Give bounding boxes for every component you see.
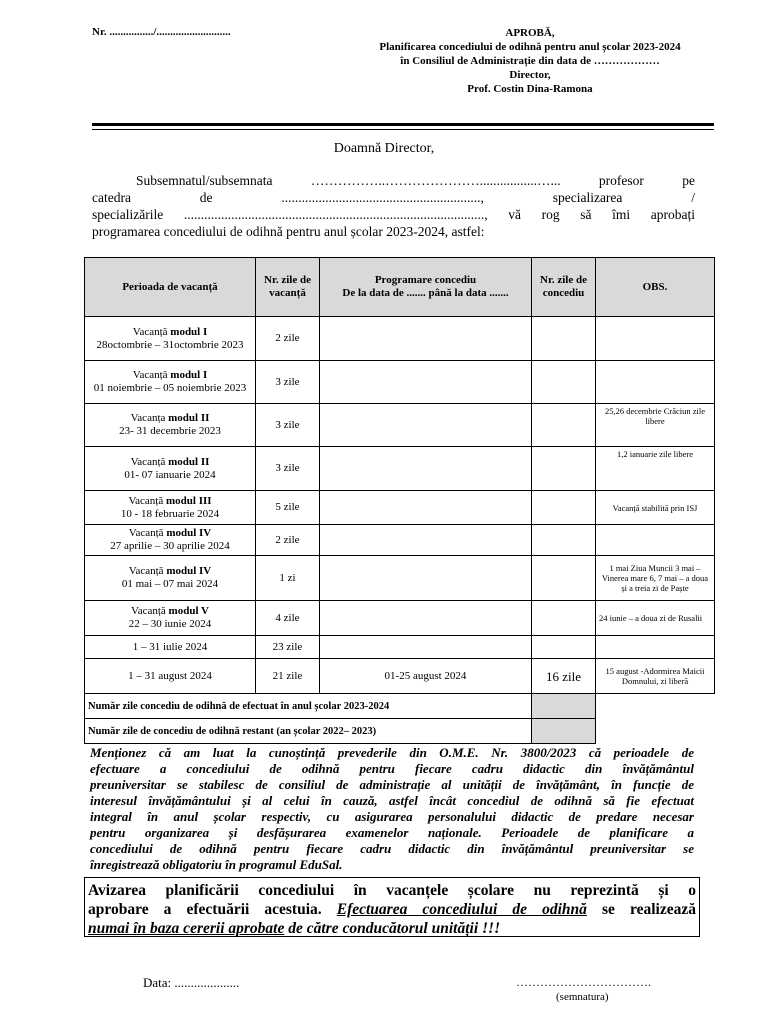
period-cell: Vacanță modul V 22 – 30 iunie 2024: [85, 601, 256, 636]
obs-cell: [596, 636, 715, 659]
header-days: Nr. zile de vacanță: [256, 258, 320, 317]
leave-days-cell[interactable]: [532, 404, 596, 447]
period-cell: Vacanță modul IV 27 aprilie – 30 aprilie 2024: [85, 525, 256, 556]
notice-line: interesul învățământului și al celui în cauză, astfel încât concediul de odihnă să fie efectuat: [90, 793, 694, 808]
table-row: [85, 491, 715, 525]
table-header-row: [85, 258, 715, 317]
table-row: [85, 659, 715, 694]
notice-line: integral în anul școlar respectiv, cu asigurarea personalului didactic de predare necesar: [90, 809, 694, 824]
summary-empty: [596, 694, 715, 744]
header-schedule-sub: De la data de ....... până la data .......: [342, 287, 509, 299]
intro-line: specializările ........................................................................................., vă rog să îmi aprobați: [92, 207, 695, 222]
obs-cell: [596, 361, 715, 404]
leave-days-cell[interactable]: [532, 601, 596, 636]
table-row: [85, 556, 715, 601]
period-cell: 1 – 31 iulie 2024: [85, 636, 256, 659]
header-leave-days: Nr. zile de concediu: [532, 258, 596, 317]
intro-line: Subsemnatul/subsemnata ……………..………………….................…... profesor pe: [136, 173, 695, 188]
notice-line: pentru organizarea și desfășurarea examenelor naționale. Perioadele de planificare a: [90, 825, 694, 840]
days-cell: 3 zile: [256, 361, 320, 404]
approval-line: Director,: [509, 69, 551, 81]
warning-line: aprobare a efectuării acestuia. Efectuarea concediului de odihnă se realizează: [88, 901, 696, 918]
schedule-cell[interactable]: 01-25 august 2024: [320, 659, 532, 694]
schedule-cell[interactable]: [320, 491, 532, 525]
summary-label: Număr zile de concediu de odihnă restant (an școlar 2022– 2023): [85, 719, 532, 744]
divider-thin: [92, 129, 714, 130]
schedule-cell[interactable]: [320, 447, 532, 491]
obs-cell: 15 august -Adormirea Maicii Domnului, zi liberă: [596, 659, 715, 694]
period-cell: 1 – 31 august 2024: [85, 659, 256, 694]
days-cell: 4 zile: [256, 601, 320, 636]
table-row: [85, 317, 715, 361]
days-cell: 5 zile: [256, 491, 320, 525]
schedule-cell[interactable]: [320, 361, 532, 404]
days-cell: 2 zile: [256, 317, 320, 361]
header-schedule-title: Programare concediu: [374, 274, 477, 286]
notice-line: efectuare a concediului de odihnă pentru fiecare cadru didactic din învățământul: [90, 761, 694, 776]
obs-cell: 24 iunie – a doua zi de Rusalii: [596, 601, 715, 636]
intro-line: programarea concediului de odihnă pentru anul școlar 2023-2024, astfel:: [92, 224, 485, 239]
period-cell: Vacanță modul II 01- 07 ianuarie 2024: [85, 447, 256, 491]
table-row: [85, 447, 715, 491]
date-field[interactable]: Data: ....................: [143, 975, 240, 990]
leave-days-cell[interactable]: [532, 361, 596, 404]
leave-days-cell[interactable]: [532, 556, 596, 601]
schedule-cell[interactable]: [320, 525, 532, 556]
leave-days-cell[interactable]: [532, 317, 596, 361]
schedule-cell[interactable]: [320, 556, 532, 601]
table-row: [85, 601, 715, 636]
signature-label: (semnatura): [556, 991, 609, 1003]
notice-line: Menționez că am luat la cunoștință prevederile din O.M.E. Nr. 3800/2023 că perioadele de: [90, 745, 694, 760]
obs-cell: 25,26 decembrie Crăciun zile libere: [596, 404, 715, 447]
days-cell: 23 zile: [256, 636, 320, 659]
leave-days-cell[interactable]: 16 zile: [532, 659, 596, 694]
notice-line: înregistrează obligatoriu în programul EduSal.: [90, 857, 343, 872]
warning-underlined: numai în baza cererii aprobate: [88, 920, 285, 937]
leave-days-cell[interactable]: [532, 525, 596, 556]
notice-line: concediului de odihnă pentru fiecare cadru didactic din învățământul preuniversitar se: [90, 841, 694, 856]
approval-line: APROBĂ,: [505, 27, 555, 39]
days-cell: 1 zi: [256, 556, 320, 601]
warning-box: [84, 877, 700, 937]
schedule-cell[interactable]: [320, 404, 532, 447]
salutation: Doamnă Director,: [333, 141, 435, 156]
schedule-cell[interactable]: [320, 601, 532, 636]
period-cell: Vacanță modul I 01 noiembrie – 05 noiembrie 2023: [85, 361, 256, 404]
notice-paragraph: [90, 745, 694, 873]
warning-line: Avizarea planificării concediului în vacanțele școlare nu reprezintă și o: [88, 882, 696, 899]
days-cell: 21 zile: [256, 659, 320, 694]
summary-value-cell[interactable]: [532, 694, 596, 719]
period-cell: Vacanță modul III 10 - 18 februarie 2024: [85, 491, 256, 525]
table-row: [85, 361, 715, 404]
days-cell: 2 zile: [256, 525, 320, 556]
approval-line: în Consiliul de Administrație din data de ………………: [400, 55, 660, 67]
leave-days-cell[interactable]: [532, 491, 596, 525]
days-cell: 3 zile: [256, 447, 320, 491]
signature-field[interactable]: …………………………….: [516, 975, 651, 989]
summary-label: Număr zile concediu de odihnă de efectuat în anul școlar 2023-2024: [85, 694, 532, 719]
vacation-table: [84, 257, 715, 744]
header-obs: OBS.: [596, 258, 715, 317]
header-period: Perioada de vacanță: [85, 258, 256, 317]
obs-cell: [596, 317, 715, 361]
leave-days-cell[interactable]: [532, 447, 596, 491]
obs-cell: 1 mai Ziua Muncii 3 mai – Vinerea mare 6, 7 mai – a doua și a treia zi de Paște: [596, 556, 715, 601]
summary-value-cell[interactable]: [532, 719, 596, 744]
period-cell: Vacanță modul IV 01 mai – 07 mai 2024: [85, 556, 256, 601]
days-cell: 3 zile: [256, 404, 320, 447]
divider-thick: [92, 123, 714, 126]
summary-row: [85, 694, 715, 719]
obs-cell: [596, 525, 715, 556]
obs-cell: 1,2 ianuarie zile libere: [596, 447, 715, 491]
obs-cell: Vacanță stabilită prin ISJ: [596, 491, 715, 525]
leave-days-cell[interactable]: [532, 636, 596, 659]
intro-line: catedra de ..........................................................., specializarea /: [92, 190, 695, 205]
warning-line: numai în baza cererii aprobate de către conducătorul unității !!!: [88, 920, 501, 937]
schedule-cell[interactable]: [320, 317, 532, 361]
notice-line: preuniversitar se stabilesc de consiliul de administrație al unității de învățământ, în funcție de: [90, 777, 694, 792]
table-row: [85, 525, 715, 556]
warning-underlined: Efectuarea concediului de odihnă: [336, 901, 587, 918]
period-cell: Vacanța modul II 23- 31 decembrie 2023: [85, 404, 256, 447]
header-schedule: [320, 258, 532, 317]
document-number: Nr. ................/...........................: [92, 26, 231, 38]
table-row: [85, 404, 715, 447]
schedule-cell[interactable]: [320, 636, 532, 659]
approval-block: [300, 26, 760, 96]
table-row: [85, 636, 715, 659]
approval-line: Planificarea concediului de odihnă pentru anul școlar 2023-2024: [379, 41, 681, 53]
period-cell: Vacanță modul I 28octombrie – 31octombrie 2023: [85, 317, 256, 361]
approval-line: Prof. Costin Dina-Ramona: [467, 83, 593, 95]
intro-paragraph: [92, 172, 695, 240]
